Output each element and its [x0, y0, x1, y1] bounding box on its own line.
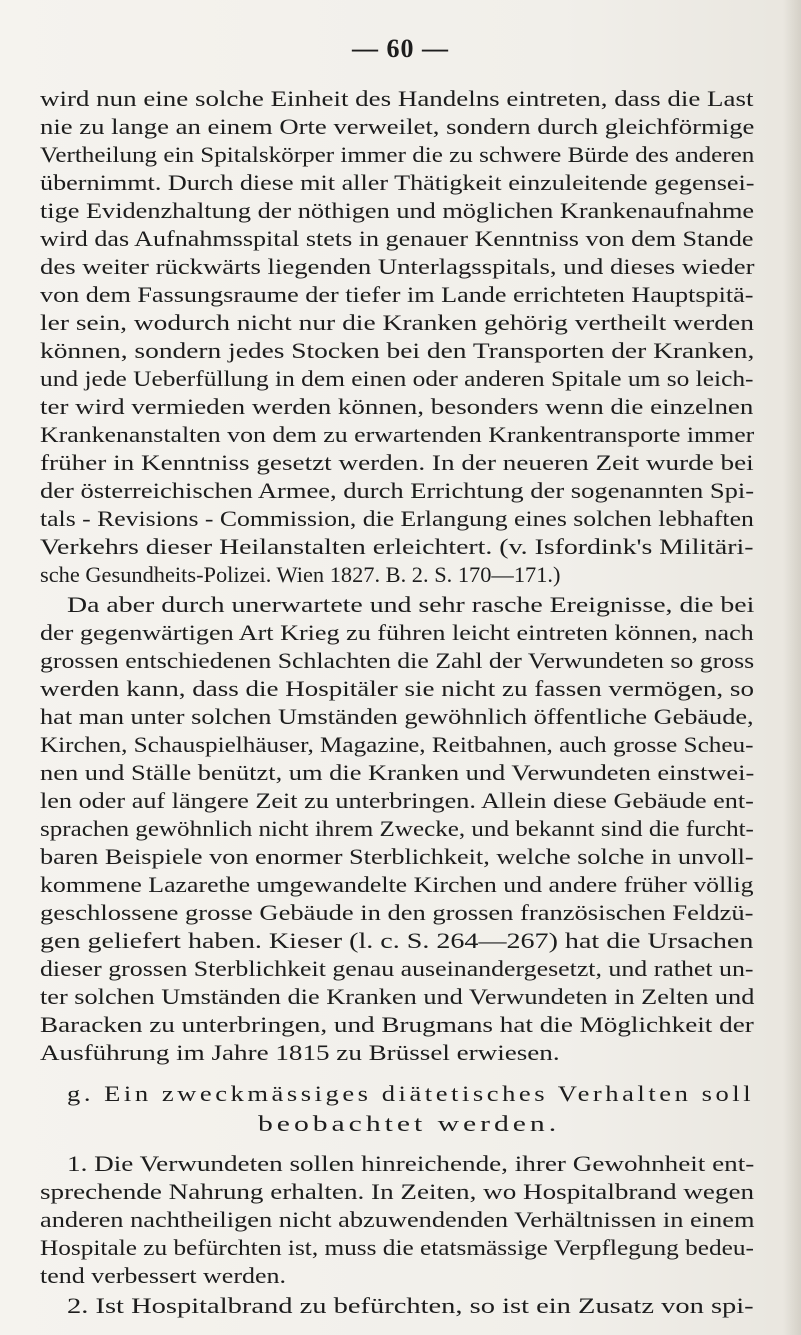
text-line-3: Vertheilung ein Spitalskörper immer die zu schwere Bürde des anderen: [40, 142, 755, 167]
text-line-39: Hospitale zu befürchten ist, muss die etatsmässige Verpflegung bedeu-: [40, 1235, 754, 1260]
section-heading-line-2: beobachtet werden.: [258, 1111, 561, 1136]
text-line-38: anderen nachtheiligen nicht abzuwendenden Verhältnissen in einem: [40, 1207, 755, 1232]
text-line-14: früher in Kenntniss gesetzt werden. In der neueren Zeit wurde bei: [40, 450, 754, 475]
text-line-24: Kirchen, Schauspielhäuser, Magazine, Reitbahnen, auch grosse Scheu-: [40, 732, 754, 757]
text-line-31: gen geliefert haben. Kieser (l. c. S. 264—267) hat die Ursachen: [40, 928, 754, 953]
text-line-18: sche Gesundheits-Polizei. Wien 1827. B. 2. S. 170—171.): [40, 562, 561, 587]
text-line-6: wird das Aufnahmsspital stets in genauer Kenntniss von dem Stande: [40, 226, 754, 251]
text-line-11: und jede Ueberfüllung in dem einen oder anderen Spitale um so leich-: [40, 366, 754, 391]
text-line-36: 1. Die Verwundeten sollen hinreichende, ihrer Gewohnheit ent-: [67, 1151, 755, 1176]
text-line-34: Baracken zu unterbringen, und Brugmans hat die Möglichkeit der: [40, 1012, 754, 1037]
section-heading-line-1: g. Ein zweckmässiges diätetisches Verhalten soll: [67, 1081, 755, 1106]
text-line-37: sprechende Nahrung erhalten. In Zeiten, wo Hospitalbrand wegen: [40, 1179, 755, 1204]
text-line-19: Da aber durch unerwartete und sehr rasche Ereignisse, die bei: [67, 592, 755, 617]
text-line-2: nie zu lange an einem Orte verweilet, sondern durch gleichförmige: [40, 114, 755, 139]
text-line-33: ter solchen Umständen die Kranken und Verwundeten in Zelten und: [40, 984, 755, 1009]
page-edge-shadow: [783, 0, 801, 1335]
text-line-9: ler sein, wodurch nicht nur die Kranken gehörig vertheilt werden: [40, 310, 754, 335]
text-line-15: der österreichischen Armee, durch Errichtung der sogenannten Spi-: [40, 478, 755, 503]
text-line-5: tige Evidenzhaltung der nöthigen und möglichen Krankenaufnahme: [40, 198, 755, 223]
text-line-28: baren Beispiele von enormer Sterblichkeit, welche solche in unvoll-: [40, 844, 754, 869]
text-line-30: geschlossene grosse Gebäude in den grossen französischen Feldzü-: [40, 900, 754, 925]
text-line-32: dieser grossen Sterblichkeit genau auseinandergesetzt, und rathet un-: [40, 956, 754, 981]
text-line-22: werden kann, dass die Hospitäler sie nicht zu fassen vermögen, so: [40, 676, 754, 701]
text-line-41: 2. Ist Hospitalbrand zu befürchten, so ist ein Zusatz von spi-: [67, 1293, 754, 1318]
text-line-1: wird nun eine solche Einheit des Handelns eintreten, dass die Last: [40, 86, 754, 111]
text-line-12: ter wird vermieden werden können, besonders wenn die einzelnen: [40, 394, 754, 419]
text-line-7: des weiter rückwärts liegenden Unterlagsspitals, und dieses wieder: [40, 254, 755, 279]
text-line-20: der gegenwärtigen Art Krieg zu führen leicht eintreten können, nach: [40, 620, 754, 645]
text-line-23: hat man unter solchen Umständen gewöhnlich öffentliche Gebäude,: [40, 704, 754, 729]
text-line-26: len oder auf längere Zeit zu unterbringen. Allein diese Gebäude ent-: [40, 788, 754, 813]
text-line-4: übernimmt. Durch diese mit aller Thätigkeit einzuleitende gegensei-: [40, 170, 755, 195]
text-line-40: tend verbessert werden.: [40, 1263, 287, 1288]
text-line-27: sprachen gewöhnlich nicht ihrem Zwecke, und bekannt sind die furcht-: [40, 816, 754, 841]
text-line-29: kommene Lazarethe umgewandelte Kirchen und andere früher völlig: [40, 872, 754, 897]
text-line-10: können, sondern jedes Stocken bei den Transporten der Kranken,: [40, 338, 755, 363]
text-line-35: Ausführung im Jahre 1815 zu Brüssel erwiesen.: [40, 1040, 560, 1065]
text-line-16: tals - Revisions - Commission, die Erlangung eines solchen lebhaften: [40, 506, 754, 531]
page-number: — 60 —: [352, 34, 449, 63]
text-line-21: grossen entschiedenen Schlachten die Zahl der Verwundeten so gross: [40, 648, 755, 673]
text-line-17: Verkehrs dieser Heilanstalten erleichtert. (v. Isfordink's Militäri-: [40, 534, 754, 559]
text-line-13: Krankenanstalten von dem zu erwartenden Krankentransporte immer: [40, 422, 755, 447]
text-line-25: nen und Ställe benützt, um die Kranken und Verwundeten einstwei-: [40, 760, 755, 785]
text-line-8: von dem Fassungsraume der tiefer im Lande errichteten Hauptspitä-: [40, 282, 754, 307]
